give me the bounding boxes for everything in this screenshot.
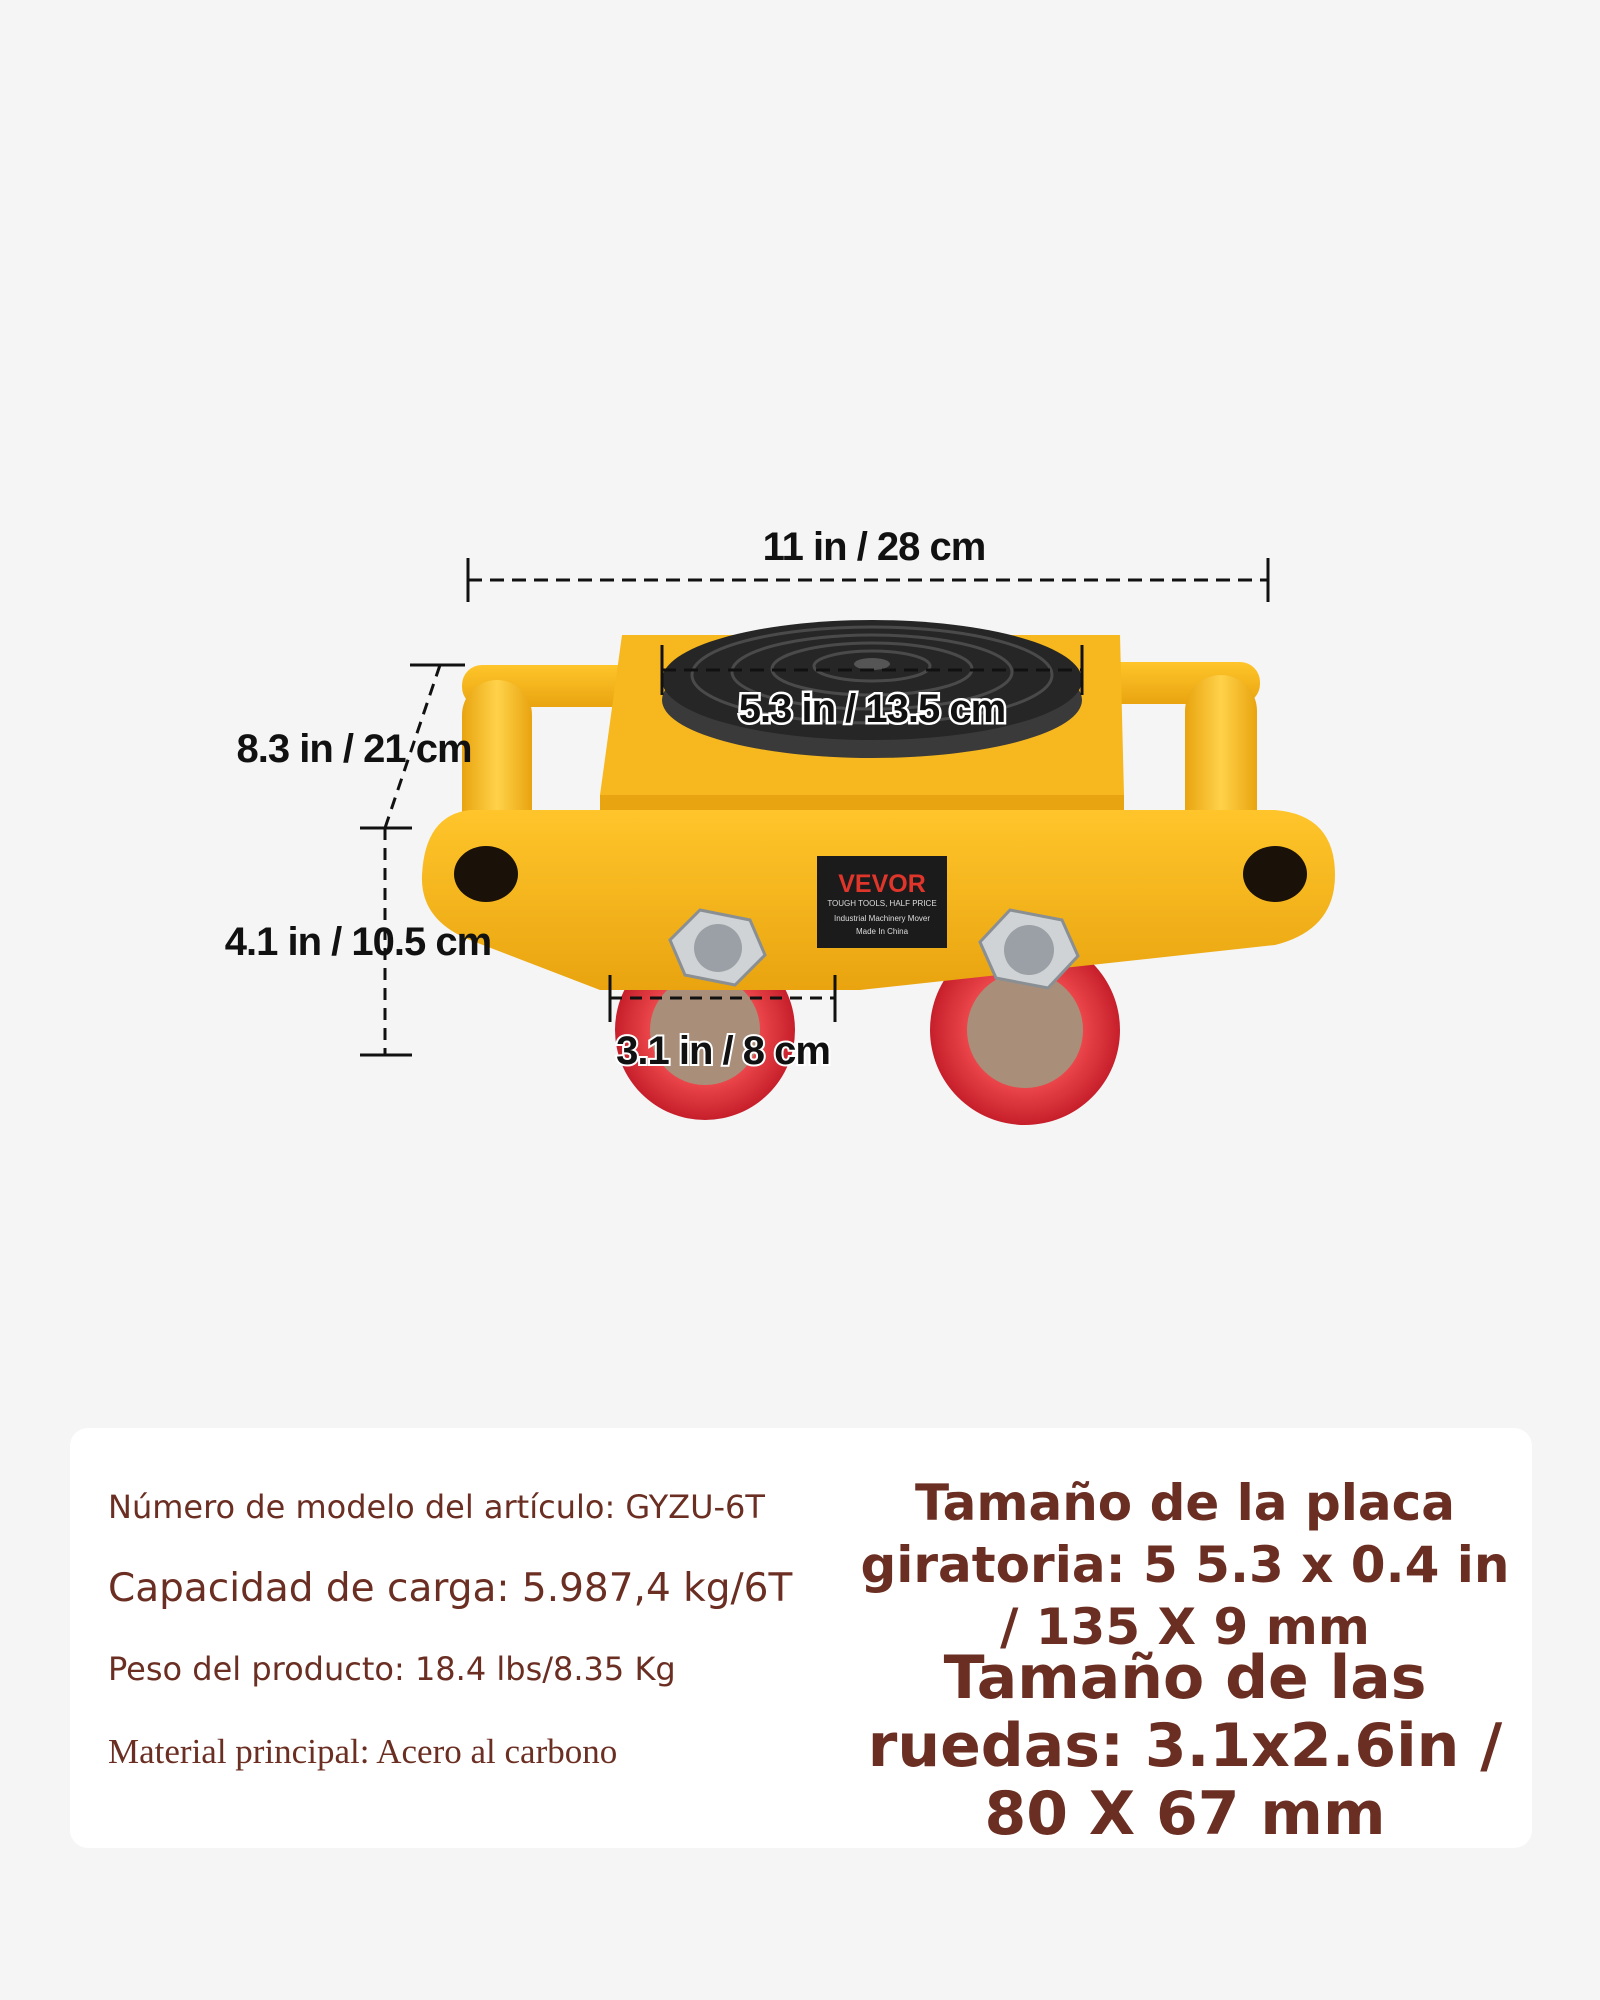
spec-list <box>108 1428 868 1848</box>
mounting-hole-left <box>454 846 518 902</box>
spec-model: Número de modelo del artículo: GYZU-6T <box>108 1488 765 1526</box>
dimension-length <box>468 525 1268 602</box>
spec-wheel-size: Tamaño de las ruedas: 3.1x2.6in / 80 X 67 mm <box>867 1643 1503 1848</box>
brand-label <box>817 856 947 948</box>
label-product-name: Industrial Machinery Mover <box>833 914 931 923</box>
label-origin: Made In China <box>855 927 909 936</box>
mounting-hole-right <box>1243 846 1307 902</box>
dimension-width-label: 8.3 in / 21 cm <box>236 727 472 771</box>
brand-logo: VEVOR <box>838 870 926 898</box>
dimension-wheel-label: 3.1 in / 8 cm <box>616 1029 830 1073</box>
spec-weight: Peso del producto: 18.4 lbs/8.35 Kg <box>108 1650 676 1688</box>
dimension-turntable-label: 5.3 in / 13.5 cm <box>738 687 1006 731</box>
spec-capacity: Capacidad de carga: 5.987,4 kg/6T <box>108 1566 793 1611</box>
spec-material: Material principal: Acero al carbono <box>108 1732 618 1771</box>
dimension-width <box>236 665 471 828</box>
spec-panel <box>70 1428 1532 1848</box>
brand-tagline: TOUGH TOOLS, HALF PRICE <box>827 899 937 908</box>
spec-turntable-size: Tamaño de la placa giratoria: 5 5.3 x 0.4 in / 135 X 9 mm <box>860 1474 1510 1656</box>
dimension-length-label: 11 in / 28 cm <box>762 525 986 569</box>
spec-highlights <box>850 1428 1530 1848</box>
dimension-height-label: 4.1 in / 10.5 cm <box>224 920 492 964</box>
